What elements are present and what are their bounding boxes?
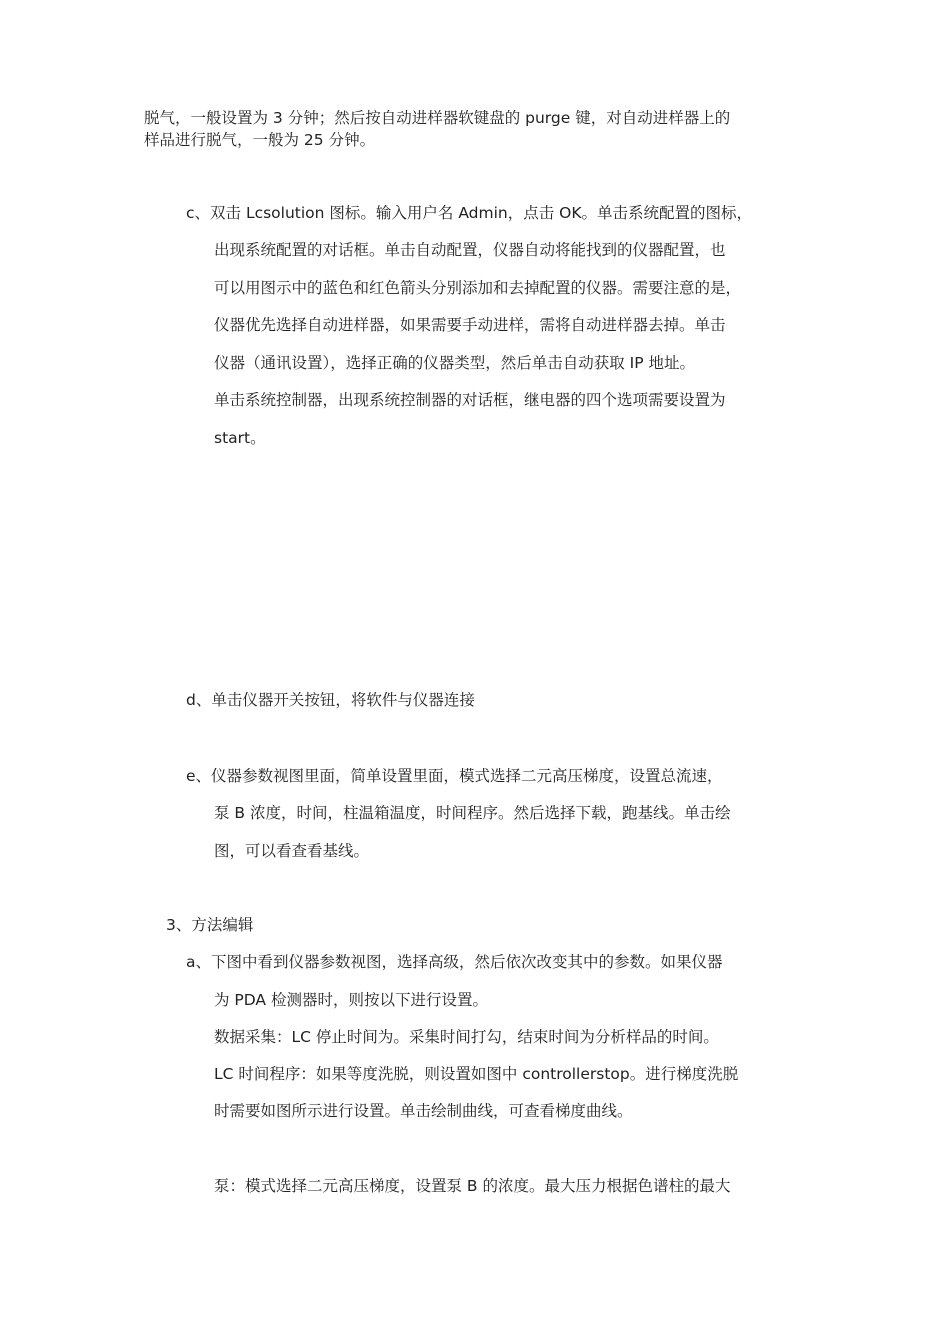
section-3-a-line-2: 为 PDA 检测器时，则按以下进行设置。 xyxy=(214,991,488,1009)
step-c-line-2: 出现系统配置的对话框。单击自动配置，仪器自动将能找到的仪器配置，也 xyxy=(214,241,726,259)
section-3-heading: 3、方法编辑 xyxy=(166,916,254,934)
step-c-line-5: 仪器（通讯设置），选择正确的仪器类型，然后单击自动获取 IP 地址。 xyxy=(214,354,696,372)
intro-line-1: 脱气，一般设置为 3 分钟；然后按自动进样器软键盘的 purge 键，对自动进样器上的 xyxy=(144,109,731,127)
step-c-line-1: c、双击 Lcsolution 图标。输入用户名 Admin，点击 OK。单击系统配置的图标， xyxy=(186,204,753,222)
step-c-line-4: 仪器优先选择自动进样器，如果需要手动进样，需将自动进样器去掉。单击 xyxy=(214,316,726,334)
section-3-a-line-4: LC 时间程序：如果等度洗脱，则设置如图中 controllerstop。进行梯度洗脱 xyxy=(214,1065,739,1083)
section-3-a-line-3: 数据采集：LC 停止时间为。采集时间打勾，结束时间为分析样品的时间。 xyxy=(214,1028,719,1046)
step-e-line-2: 泵 B 浓度，时间，柱温箱温度，时间程序。然后选择下载，跑基线。单击绘 xyxy=(214,804,731,822)
step-e-line-1: e、仪器参数视图里面，简单设置里面，模式选择二元高压梯度，设置总流速， xyxy=(186,767,723,785)
step-c-line-6: 单击系统控制器，出现系统控制器的对话框，继电器的四个选项需要设置为 xyxy=(214,391,726,409)
section-3-a-line-5: 时需要如图所示进行设置。单击绘制曲线，可查看梯度曲线。 xyxy=(214,1102,633,1120)
step-c-line-3: 可以用图示中的蓝色和红色箭头分别添加和去掉配置的仪器。需要注意的是， xyxy=(214,279,742,297)
step-e-line-3: 图，可以看查看基线。 xyxy=(214,842,370,860)
step-d-line-1: d、单击仪器开关按钮，将软件与仪器连接 xyxy=(186,691,475,709)
step-c-line-7: start。 xyxy=(214,429,266,447)
section-3-a-line-1: a、下图中看到仪器参数视图，选择高级，然后依次改变其中的参数。如果仪器 xyxy=(186,953,723,971)
intro-line-2: 样品进行脱气，一般为 25 分钟。 xyxy=(144,131,376,149)
section-3-a-line-6: 泵：模式选择二元高压梯度，设置泵 B 的浓度。最大压力根据色谱柱的最大 xyxy=(214,1177,731,1195)
